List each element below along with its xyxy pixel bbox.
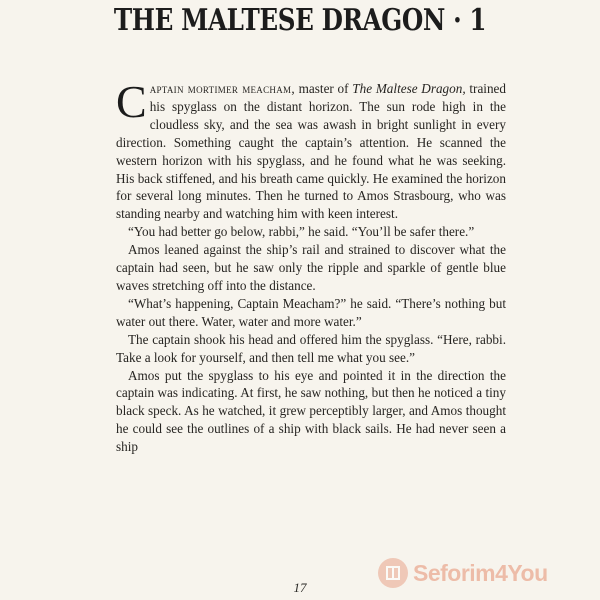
- ship-name: The Maltese Dragon,: [352, 81, 466, 96]
- body-text: [116, 76, 506, 456]
- watermark: [378, 553, 548, 593]
- opening-small-caps: aptain mortimer meacham,: [149, 81, 295, 96]
- paragraph-1-lead: master of: [294, 81, 353, 96]
- chapter-title: THE MALTESE DRAGON · 1: [113, 3, 487, 38]
- page-number: 17: [293, 580, 307, 595]
- paragraph-2: “You had better go below, rabbi,” he said. “You’ll be safer there.”: [128, 224, 475, 240]
- paragraph-5: The captain shook his head and offered him the spyglass. “Here, rabbi. Take a look for yourself, and then tell me what you see.”: [116, 331, 506, 365]
- paragraph-1: [116, 76, 506, 223]
- watermark-text: Seforim4You: [413, 559, 548, 586]
- seforim-logo-icon: [378, 558, 408, 588]
- paragraph-6: Amos put the spyglass to his eye and pointed it in the direction the captain was indicating. At first, he saw nothing, but then he noticed a tiny black speck. As he watched, it grew perceptibly larger, and Amos thought he could see the outlines of a ship with black sails. He had never seen a ship: [116, 367, 506, 455]
- paragraph-1-rest: trained his spyglass on the distant horizon. The sun rode high in the cloudless sky, and the sea was awash in bright sunlight in every direction. Something caught the captain’s attention. He scanned the western horizon with his spyglass, and he found what he was seeking. His back stiffened, and his breath came quickly. He examined the horizon for several long minutes. Then he turned to Amos Strasbourg, who was standing nearby and watching him with keen interest.: [116, 81, 506, 222]
- drop-cap: C: [116, 76, 147, 127]
- paragraph-3: Amos leaned against the ship’s rail and strained to discover what the captain had seen, but he saw only the ripple and sparkle of gentle blue waves stretching off into the distance.: [116, 242, 506, 293]
- paragraph-4: “What’s happening, Captain Meacham?” he said. “There’s nothing but water out there. Water, water and more water.”: [116, 295, 506, 329]
